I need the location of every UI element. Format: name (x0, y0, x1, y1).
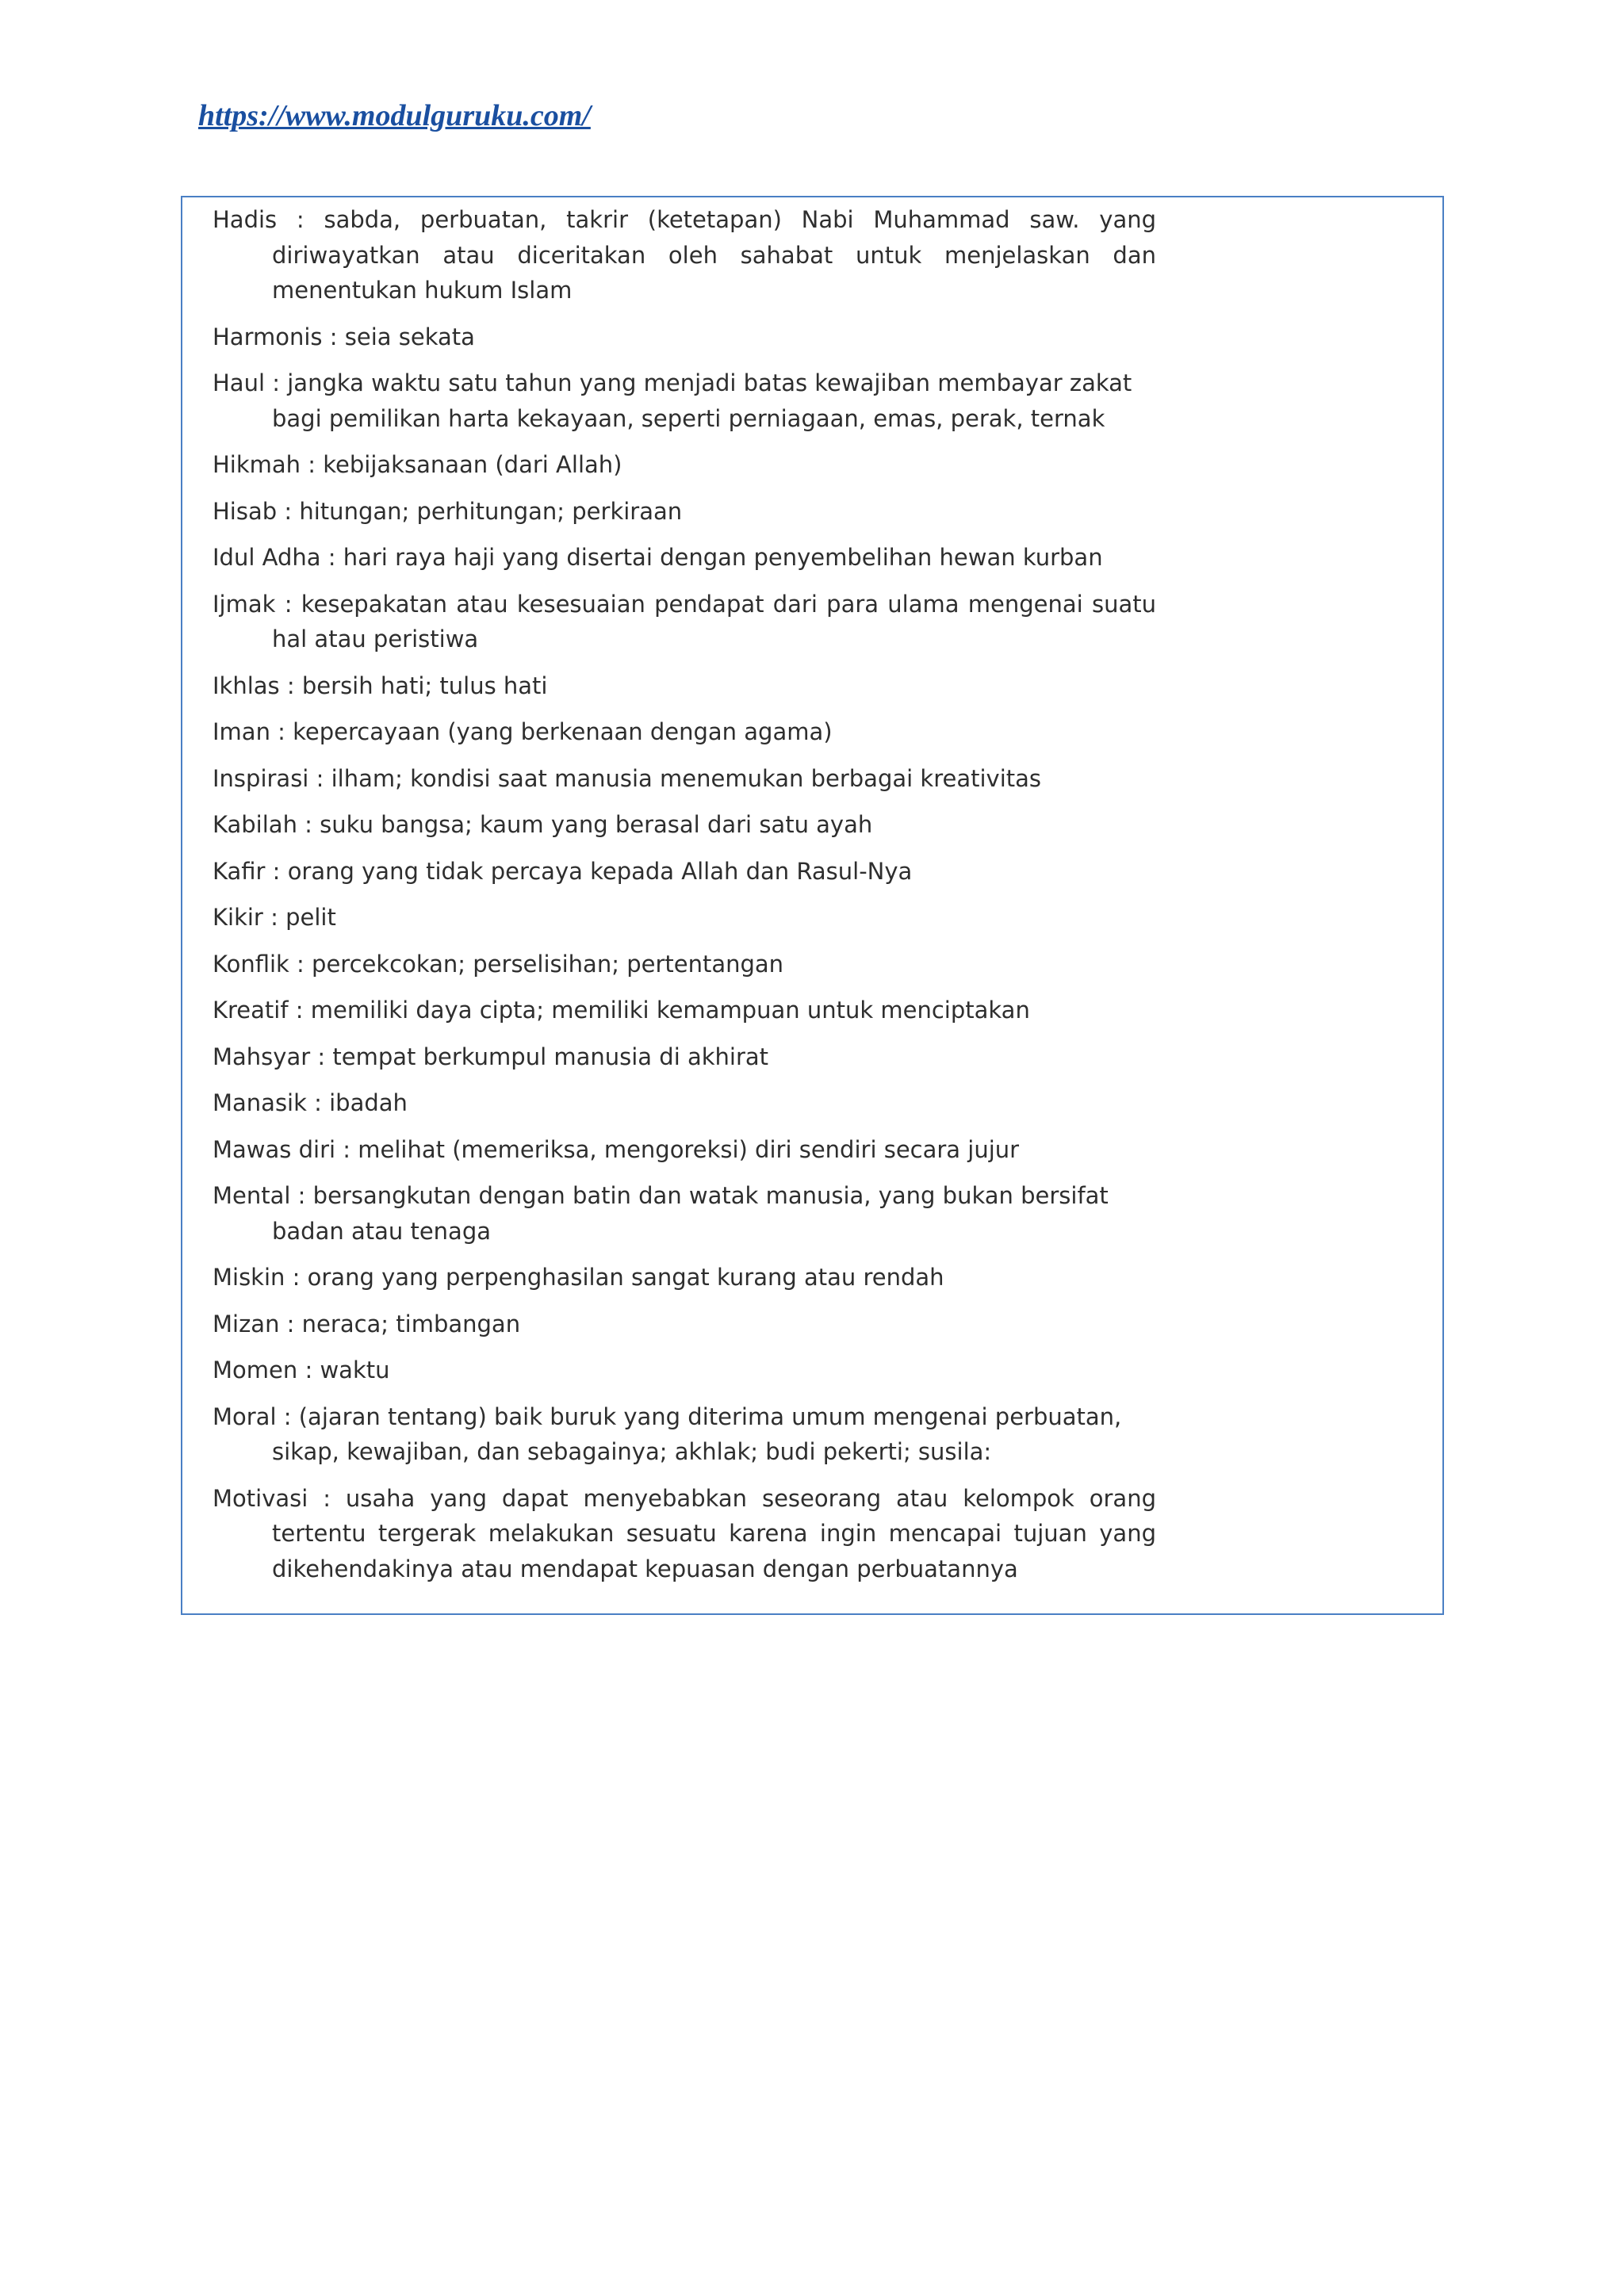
glossary-entry-momen: Momen : waktu (213, 1357, 390, 1383)
term: Hikmah (213, 451, 301, 478)
glossary-entry-inspirasi: Inspirasi : ilham; kondisi saat manusia menemukan berbagai kreativitas (213, 764, 1041, 792)
definition: usaha yang dapat menyebabkan seseorang atau kelompok orang tertentu tergerak melakukan sesuatu karena ingin mencapai tujuan yang dikehendakinya atau mendapat kepuasan dengan perbuatannya (272, 1484, 1156, 1582)
term: Mental (213, 1182, 291, 1209)
definition: melihat (memeriksa, mengoreksi) diri sendiri secara jujur (358, 1135, 1020, 1163)
term: Moral (213, 1402, 277, 1430)
term: Motivasi (213, 1484, 308, 1512)
source-url-link[interactable]: https://www.modulguruku.com/ (198, 99, 591, 132)
term: Iman (213, 718, 270, 745)
definition: hitungan; perhitungan; perkiraan (299, 497, 683, 525)
definition: orang yang tidak percaya kepada Allah dan Rasul-Nya (287, 857, 913, 885)
term: Mawas diri (213, 1135, 336, 1163)
definition: percekcokan; perselisihan; pertentangan (312, 950, 784, 978)
definition: (ajaran tentang) baik buruk yang diterima umum mengenai perbuatan, sikap, kewajiban, dan sebagainya; akhlak; budi pekerti; susila: (272, 1402, 1122, 1465)
glossary-entry-kreatif: Kreatif : memiliki daya cipta; memiliki kemampuan untuk menciptakan (213, 997, 1030, 1024)
term: Kabilah (213, 811, 297, 838)
term: Manasik (213, 1089, 307, 1116)
glossary-entry-mahsyar: Mahsyar : tempat berkumpul manusia di akhirat (213, 1043, 769, 1070)
definition: waktu (320, 1357, 390, 1383)
definition: memiliki daya cipta; memiliki kemampuan untuk menciptakan (310, 997, 1030, 1024)
glossary-entry-kafir: Kafir : orang yang tidak percaya kepada Allah dan Rasul-Nya (213, 857, 913, 885)
glossary-entry-hikmah: Hikmah : kebijaksanaan (dari Allah) (213, 451, 622, 478)
glossary-entry-moral: Moral : (ajaran tentang) baik buruk yang diterima umum mengenai perbuatan, sikap, kewajiban, dan sebagainya; akhlak; budi pekerti; susila: (213, 1402, 1122, 1465)
glossary-entry-mizan: Mizan : neraca; timbangan (213, 1310, 521, 1337)
glossary-entry-miskin: Miskin : orang yang perpenghasilan sangat kurang atau rendah (213, 1264, 944, 1291)
definition: pelit (285, 904, 336, 931)
definition: neraca; timbangan (301, 1310, 521, 1337)
definition: kesepakatan atau kesesuaian pendapat dari para ulama mengenai suatu hal atau peristiwa (272, 590, 1156, 652)
glossary-entry-mawas-diri: Mawas diri : melihat (memeriksa, mengoreksi) diri sendiri secara jujur (213, 1135, 1020, 1163)
definition: ibadah (329, 1089, 408, 1116)
term: Hisab (213, 497, 278, 525)
definition: bersih hati; tulus hati (301, 672, 548, 699)
term: Harmonis (213, 323, 323, 350)
term: Konflik (213, 950, 289, 978)
term: Miskin (213, 1264, 285, 1291)
glossary-entry-ijmak: Ijmak : kesepakatan atau kesesuaian pendapat dari para ulama mengenai suatu hal atau peristiwa (213, 590, 1156, 652)
glossary-entry-motivasi: Motivasi : usaha yang dapat menyebabkan seseorang atau kelompok orang tertentu tergerak melakukan sesuatu karena ingin mencapai tujuan yang dikehendakinya atau mendapat kepuasan dengan perbuatannya (213, 1484, 1156, 1582)
glossary-entry-konflik: Konflik : percekcokan; perselisihan; pertentangan (213, 950, 784, 978)
definition: hari raya haji yang disertai dengan penyembelihan hewan kurban (343, 544, 1103, 571)
glossary-entry-hisab: Hisab : hitungan; perhitungan; perkiraan (213, 497, 683, 525)
definition: tempat berkumpul manusia di akhirat (332, 1043, 769, 1070)
glossary-list (213, 202, 1156, 1598)
glossary-entry-kikir: Kikir : pelit (213, 904, 336, 931)
glossary-entry-manasik: Manasik : ibadah (213, 1089, 408, 1116)
glossary-entry-harmonis: Harmonis : seia sekata (213, 323, 475, 350)
term: Ijmak (213, 590, 276, 618)
term: Mizan (213, 1310, 280, 1337)
term: Haul (213, 369, 266, 396)
definition: sabda, perbuatan, takrir (ketetapan) Nabi Muhammad saw. yang diriwayatkan atau diceritakan oleh sahabat untuk menjelaskan dan menentukan hukum Islam (272, 206, 1156, 304)
term: Inspirasi (213, 764, 309, 792)
glossary-entry-hadis: Hadis : sabda, perbuatan, takrir (ketetapan) Nabi Muhammad saw. yang diriwayatkan atau diceritakan oleh sahabat untuk menjelaskan dan menentukan hukum Islam (213, 206, 1156, 304)
term: Kikir (213, 904, 263, 931)
term: Mahsyar (213, 1043, 311, 1070)
glossary-entry-kabilah: Kabilah : suku bangsa; kaum yang berasal dari satu ayah (213, 811, 873, 838)
definition: kepercayaan (yang berkenaan dengan agama) (293, 718, 833, 745)
definition: jangka waktu satu tahun yang menjadi batas kewajiban membayar zakat bagi pemilikan harta kekayaan, seperti perniagaan, emas, perak, ternak (272, 369, 1132, 432)
glossary-entry-iman: Iman : kepercayaan (yang berkenaan dengan agama) (213, 718, 833, 745)
glossary-entry-idul-adha: Idul Adha : hari raya haji yang disertai dengan penyembelihan hewan kurban (213, 544, 1103, 571)
term: Kreatif (213, 997, 289, 1024)
definition: kebijaksanaan (dari Allah) (323, 451, 622, 478)
glossary-entry-mental: Mental : bersangkutan dengan batin dan watak manusia, yang bukan bersifat badan atau tenaga (213, 1182, 1109, 1245)
glossary-entry-haul: Haul : jangka waktu satu tahun yang menjadi batas kewajiban membayar zakat bagi pemilikan harta kekayaan, seperti perniagaan, emas, perak, ternak (213, 369, 1132, 432)
definition: orang yang perpenghasilan sangat kurang atau rendah (307, 1264, 944, 1291)
definition: seia sekata (344, 323, 475, 350)
term: Momen (213, 1357, 298, 1383)
term: Idul Adha (213, 544, 321, 571)
definition: ilham; kondisi saat manusia menemukan berbagai kreativitas (331, 764, 1041, 792)
term: Ikhlas (213, 672, 280, 699)
term: Kafir (213, 857, 266, 885)
term: Hadis (213, 206, 278, 233)
definition: suku bangsa; kaum yang berasal dari satu ayah (320, 811, 873, 838)
glossary-entry-ikhlas: Ikhlas : bersih hati; tulus hati (213, 672, 548, 699)
definition: bersangkutan dengan batin dan watak manusia, yang bukan bersifat badan atau tenaga (272, 1182, 1109, 1245)
